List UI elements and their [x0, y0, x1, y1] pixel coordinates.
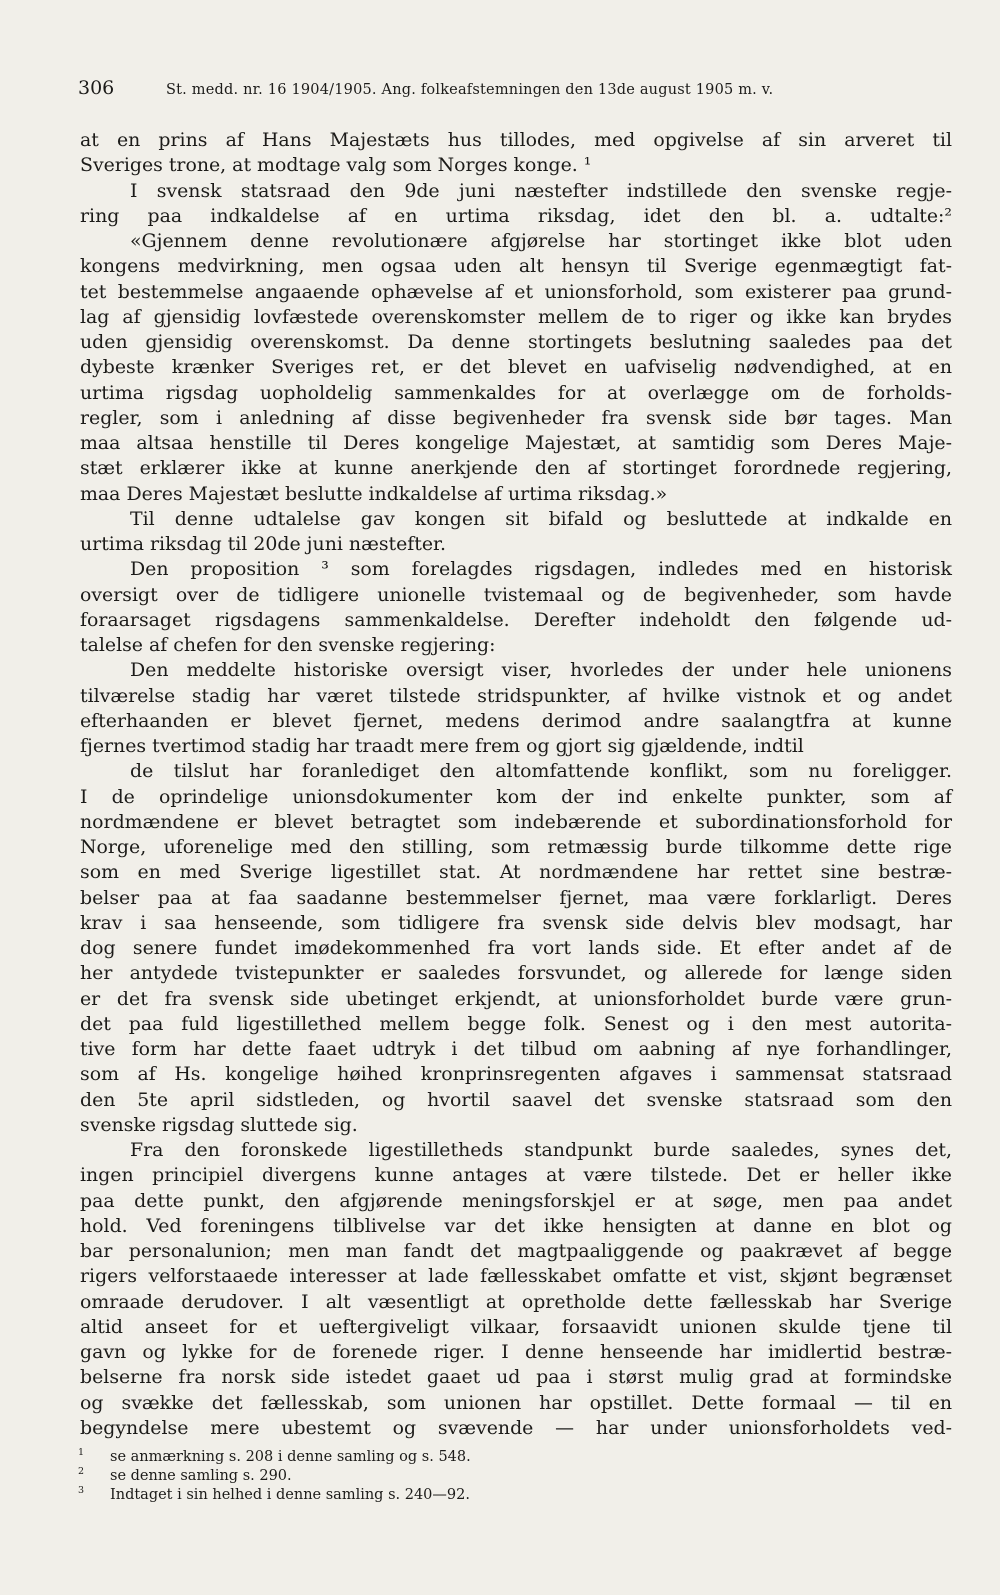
footnote-mark: 3 — [78, 1485, 85, 1496]
text-line: uden gjensidig overenskomst. Da denne stortingets beslutning saaledes paa det — [80, 331, 952, 353]
text-line: dybeste krænker Sveriges ret, er det blevet en uafviselig nødvendighed, at en — [80, 356, 952, 379]
text-line: at en prins af Hans Majestæts hus tillodes, med opgivelse af sin arveret til — [80, 129, 952, 151]
text-line: foraarsaget rigsdagens sammenkaldelse. Derefter indeholdt den følgende ud- — [80, 608, 952, 631]
text-line: urtima rigsdag uopholdelig sammenkaldes for at overlægge om de forholds- — [80, 381, 952, 404]
text-line: og svække det fællesskab, som unionen har opstillet. Dette formaal — til en — [80, 1391, 952, 1414]
text-line: tilværelse stadig har været tilstede stridspunkter, af hvilke vistnok et og andet — [80, 684, 952, 707]
text-line: nordmændene er blevet betragtet som indebærende et subordinationsforhold for — [80, 810, 952, 833]
text-line: Den meddelte historiske oversigt viser, hvorledes der under hele unionens — [130, 659, 952, 682]
text-line: som af Hs. kongelige høihed kronprinsregenten afgaves i sammensat statsraad — [80, 1063, 952, 1086]
text-line: Norge, uforenelige med den stilling, som retmæssig burde tilkomme dette rige — [80, 836, 952, 858]
text-line: Den proposition ³ som forelagdes rigsdagen, indledes med en historisk — [130, 558, 952, 581]
body-text — [80, 128, 952, 1441]
text-line: bar personalunion; men man fandt det magtpaaliggende og paakrævet af begge — [80, 1240, 952, 1262]
text-line: her antydede tvistepunkter er saaledes forsvundet, og allerede for længe siden — [80, 962, 952, 985]
footnote-text: Indtaget i sin helhed i denne samling s. 240—92. — [110, 1487, 470, 1503]
text-line: tet bestemmelse angaaende ophævelse af et unionsforhold, som existerer paa grund- — [80, 280, 952, 303]
running-title: St. medd. nr. 16 1904/1905. Ang. folkeafstemningen den 13de august 1905 m. v. — [166, 82, 774, 98]
text-line: det paa fuld ligestillethed mellem begge folk. Senest og i den mest autorita- — [80, 1012, 952, 1035]
text-line: belserne fra norsk side istedet gaaet ud paa i størst mulig grad at formindske — [80, 1366, 952, 1389]
footnote-mark: 2 — [78, 1466, 85, 1477]
footnote — [78, 1467, 678, 1486]
page-number: 306 — [78, 77, 115, 99]
text-line: gavn og lykke for de forenede riger. I denne henseende har imidlertid bestræ- — [80, 1341, 952, 1363]
text-line: Fra den foronskede ligestilletheds standpunkt burde saaledes, synes det, — [130, 1139, 952, 1161]
text-line: som en med Sverige ligestillet stat. At nordmændene har rettet sine bestræ- — [80, 861, 952, 884]
text-line: er det fra svensk side ubetinget erkjendt, at unionsforholdet burde være grun- — [80, 987, 952, 1010]
text-line: fjernes tvertimod stadig har traadt mere frem og gjort sig gjældende, indtil — [80, 735, 804, 757]
text-line: talelse af chefen for den svenske regjering: — [80, 634, 496, 656]
text-line: omraade derudover. I alt væsentligt at opretholde dette fællesskab har Sverige — [80, 1290, 952, 1313]
text-line: kongens medvirkning, men ogsaa uden alt hensyn til Sverige egenmægtigt fat- — [80, 255, 952, 278]
text-line: ingen principiel divergens kunne antages at være tilstede. Det er heller ikke — [80, 1164, 952, 1187]
text-line: oversigt over de tidligere unionelle tvistemaal og de begivenheder, som havde — [80, 583, 952, 606]
footnote — [78, 1486, 678, 1505]
text-line: tive form har dette faaet udtryk i det tilbud om aabning af nye forhandlinger, — [80, 1038, 952, 1060]
text-line: stæt erklærer ikke at kunne anerkjende den af stortinget forordnede regjering, — [80, 457, 952, 480]
text-line: I de oprindelige unionsdokumenter kom der ind enkelte punkter, som af — [80, 785, 952, 808]
text-line: dog senere fundet imødekommenhed fra vort lands side. Et efter andet af de — [80, 937, 952, 959]
text-line: ring paa indkaldelse af en urtima riksdag, idet den bl. a. udtalte:² — [80, 204, 952, 227]
text-line: rigers velforstaaede interesser at lade fællesskabet omfatte et vist, skjønt begrænset — [80, 1265, 952, 1288]
text-line: hold. Ved foreningens tilblivelse var det ikke hensigten at danne en blot og — [80, 1214, 952, 1237]
text-line: paa dette punkt, den afgjørende meningsforskjel er at søge, men paa andet — [80, 1189, 952, 1212]
text-line: Til denne udtalelse gav kongen sit bifald og besluttede at indkalde en — [130, 507, 952, 530]
footnote-text: se anmærkning s. 208 i denne samling og s. 548. — [110, 1449, 471, 1465]
page-header — [78, 77, 928, 108]
text-line: «Gjennem denne revolutionære afgjørelse har stortinget ikke blot uden — [130, 230, 952, 252]
text-line: regler, som i anledning af disse begivenheder fra svensk side bør tages. Man — [80, 406, 952, 429]
footnotes — [78, 1448, 678, 1505]
text-line: maa Deres Majestæt beslutte indkaldelse af urtima riksdag.» — [80, 482, 668, 505]
text-line: den 5te april sidstleden, og hvortil saavel det svenske statsraad som den — [80, 1088, 952, 1111]
text-line: maa altsaa henstille til Deres kongelige Majestæt, at samtidig som Deres Maje- — [80, 432, 952, 454]
footnote — [78, 1448, 678, 1467]
text-line: de tilslut har foranlediget den altomfattende konflikt, som nu foreligger. — [130, 760, 952, 783]
footnote-mark: 1 — [78, 1447, 85, 1458]
text-line: Sveriges trone, at modtage valg som Norges konge. ¹ — [80, 154, 592, 177]
text-line: efterhaanden er blevet fjernet, medens derimod andre saalangtfra at kunne — [80, 709, 952, 732]
text-line: urtima riksdag til 20de juni næstefter. — [80, 533, 447, 555]
text-line: altid anseet for et ueftergiveligt vilkaar, forsaavidt unionen skulde tjene til — [80, 1315, 952, 1338]
text-line: svenske rigsdag sluttede sig. — [80, 1113, 358, 1136]
text-line: begyndelse mere ubestemt og svævende — har under unionsforholdets ved- — [80, 1416, 952, 1439]
text-line: belser paa at faa saadanne bestemmelser fjernet, maa være forklarligt. Deres — [80, 886, 952, 909]
text-line: I svensk statsraad den 9de juni næstefter indstillede den svenske regje- — [130, 179, 952, 202]
text-line: lag af gjensidig lovfæstede overenskomster mellem de to riger og ikke kan brydes — [80, 305, 952, 328]
text-line: krav i saa henseende, som tidligere fra svensk side delvis blev modsagt, har — [80, 911, 952, 934]
footnote-text: se denne samling s. 290. — [110, 1468, 292, 1484]
